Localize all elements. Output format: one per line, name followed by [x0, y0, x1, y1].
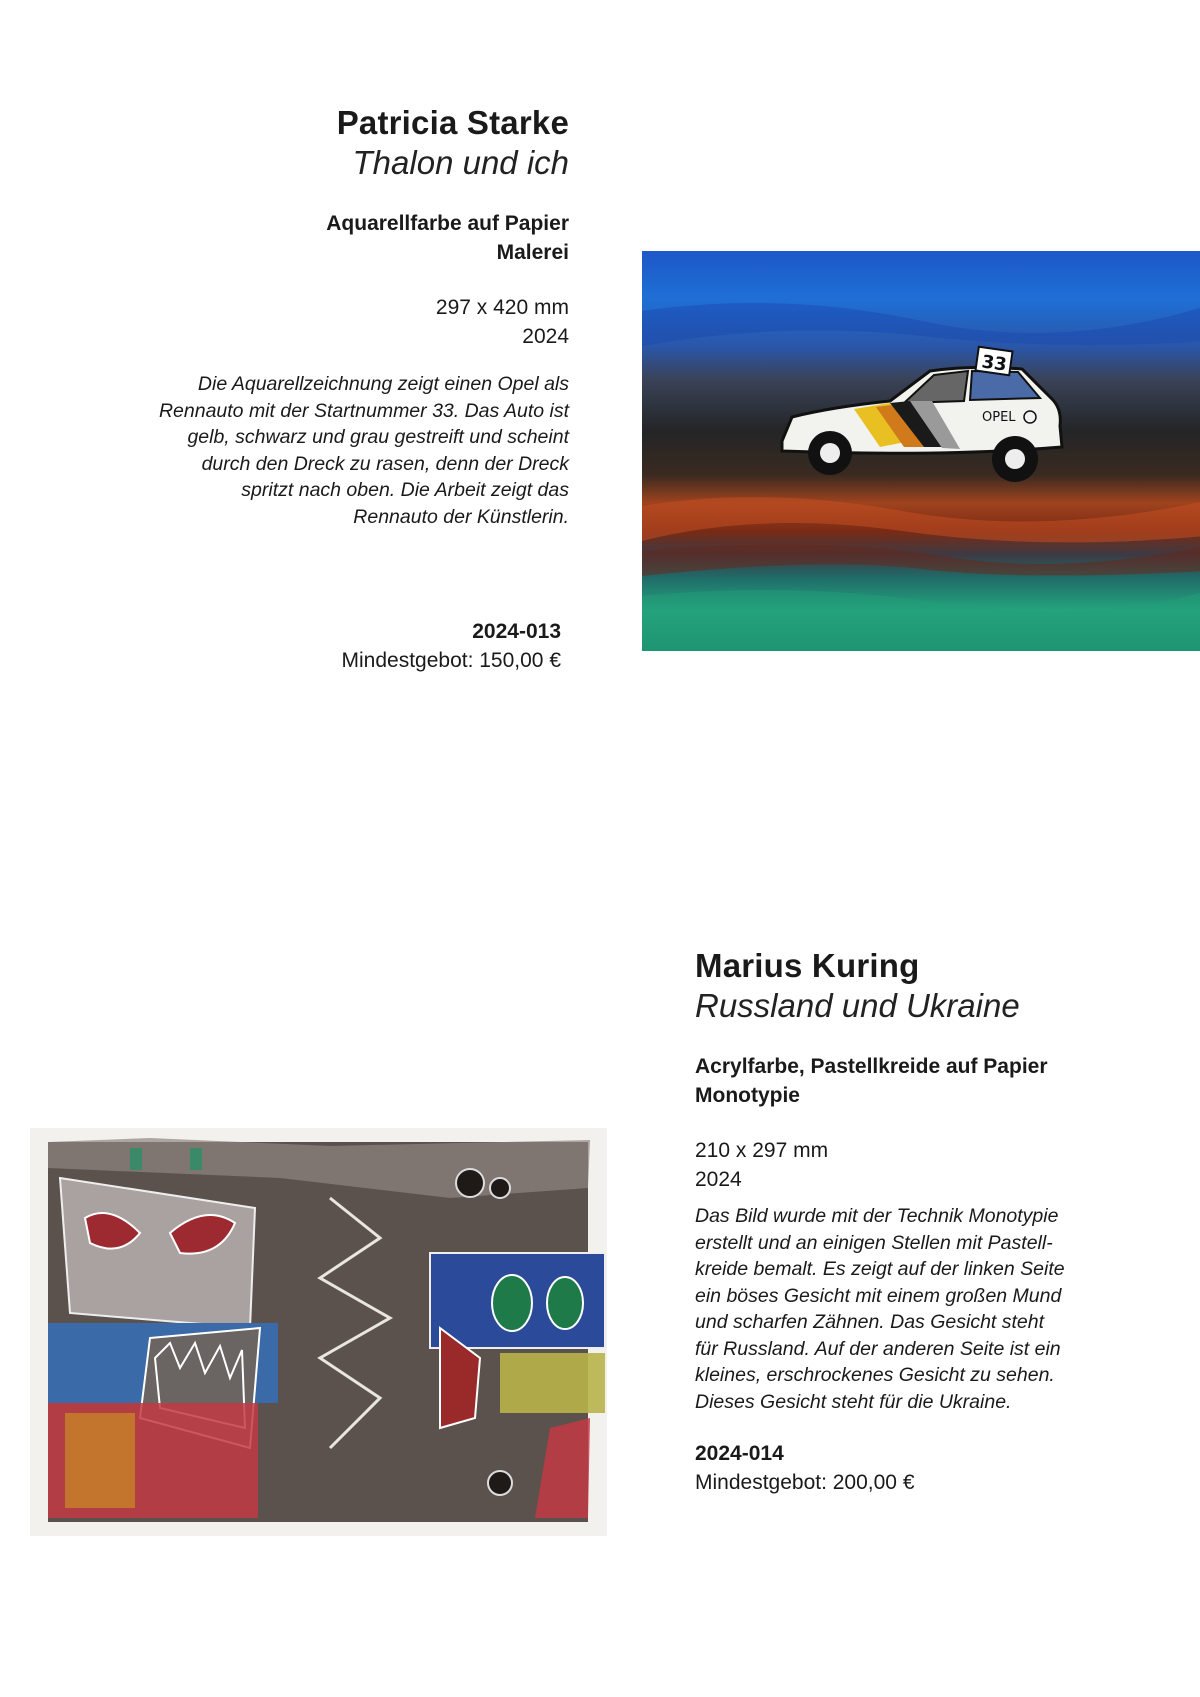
artwork-image-race-car [642, 251, 1200, 651]
artwork-description [90, 371, 569, 530]
entry-1-price-block [90, 617, 561, 675]
description-line: für Russland. Auf der anderen Seite ist ein [695, 1337, 1061, 1360]
artwork-medium: Aquarellfarbe auf Papier [326, 212, 569, 235]
artwork-dimensions: 297 x 420 mm [435, 296, 569, 319]
description-line: Rennauto mit der Startnummer 33. Das Auto ist [158, 399, 569, 422]
car-brand: OPEL [982, 410, 1016, 425]
artwork-description [695, 1203, 1175, 1415]
artwork-year: 2024 [522, 325, 569, 348]
race-number: 33 [980, 351, 1009, 376]
description-line: Das Bild wurde mit der Technik Monotypie [695, 1205, 1059, 1227]
description-line: Rennauto der Künstlerin. [353, 505, 569, 528]
description-line: spritzt nach oben. Die Arbeit zeigt das [241, 479, 569, 501]
artwork-medium: Acrylfarbe, Pastellkreide auf Papier [695, 1055, 1048, 1078]
artist-name: Patricia Starke [336, 104, 569, 141]
description-line: Die Aquarellzeichnung zeigt einen Opel als [197, 373, 569, 395]
description-line: kreide bemalt. Es zeigt auf der linken Seite [695, 1258, 1065, 1280]
description-line: ein böses Gesicht mit einem großen Mund [695, 1284, 1062, 1307]
minimum-bid: Mindestgebot: 150,00 € [341, 649, 561, 672]
minimum-bid: Mindestgebot: 200,00 € [695, 1471, 915, 1494]
catalog-number: 2024-013 [472, 620, 561, 643]
artwork-year: 2024 [695, 1168, 742, 1191]
artwork-category: Malerei [496, 241, 569, 264]
description-line: gelb, schwarz und grau gestreift und scheint [187, 426, 569, 448]
entry-2-text [695, 946, 1175, 1497]
artwork-image-monotype [30, 1128, 607, 1536]
description-line: und scharfen Zähnen. Das Gesicht steht [695, 1311, 1045, 1333]
catalog-number: 2024-014 [695, 1442, 784, 1465]
artwork-title: Thalon und ich [352, 144, 569, 181]
artwork-category: Monotypie [695, 1084, 800, 1107]
artwork-dimensions: 210 x 297 mm [695, 1139, 829, 1162]
entry-1-text [90, 103, 569, 530]
description-line: durch den Dreck zu rasen, denn der Dreck [201, 452, 569, 475]
description-line: erstellt und an einigen Stellen mit Pastell- [695, 1231, 1053, 1254]
artwork-title: Russland und Ukraine [695, 987, 1020, 1024]
description-line: kleines, erschrockenes Gesicht zu sehen. [695, 1364, 1055, 1386]
description-line: Dieses Gesicht steht für die Ukraine. [695, 1390, 1012, 1413]
angry-face [48, 1178, 278, 1518]
artist-name: Marius Kuring [695, 947, 920, 984]
